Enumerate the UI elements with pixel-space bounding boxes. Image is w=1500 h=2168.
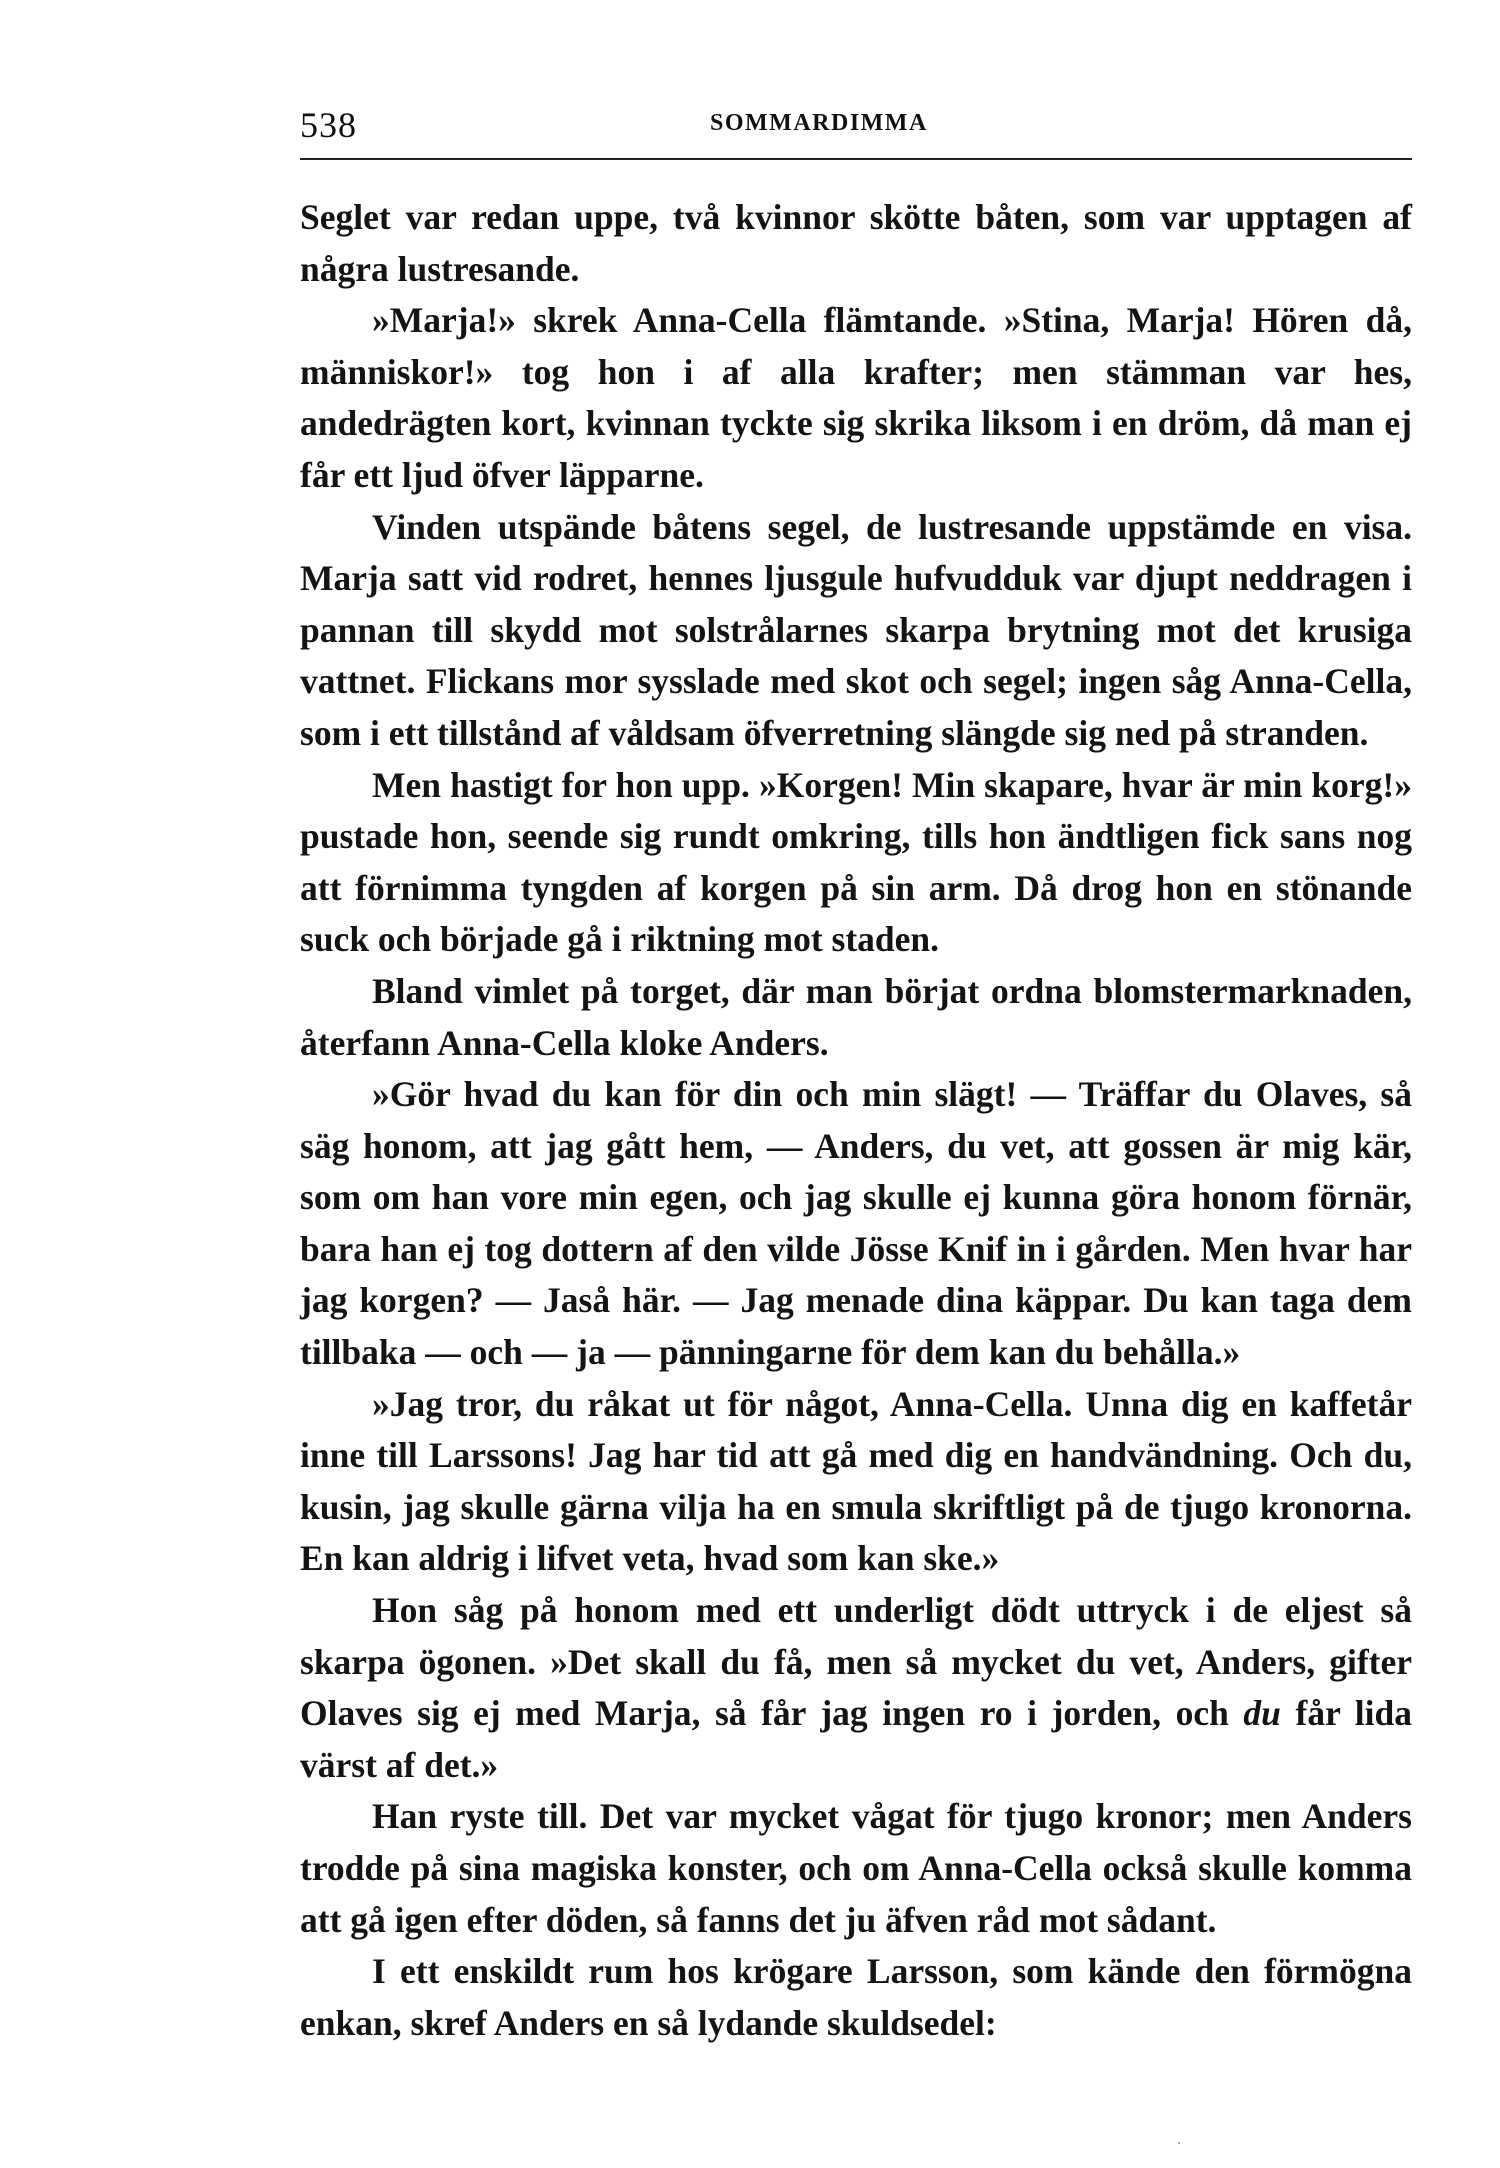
paragraph-8-after: får lida värst af det.» (300, 1693, 1412, 1785)
page-number: 538 (300, 105, 357, 145)
paragraph-4: Men hastigt for hon upp. »Korgen! Min skapare, hvar är min korg!» pustade hon, seende sig rundt omkring, tills hon ändtligen fick sans nog att förnimma tyngden af korgen på sin arm. Då drog hon en stönande suck och började gå i riktning mot staden. (300, 764, 1412, 960)
header-rule (300, 158, 1412, 160)
body-text (300, 192, 1412, 2049)
paragraph-10: I ett enskildt rum hos krögare Larsson, som kände den förmögna enkan, skref Anders en så lydande skuldsedel: (300, 1951, 1412, 2043)
paragraph-8 (300, 1585, 1412, 1791)
paragraph-6: »Gör hvad du kan för din och min slägt! — Träffar du Olaves, så säg honom, att jag gått hem, — Anders, du vet, att gossen är mig kär, som om han vore min egen, och jag skulle ej kunna göra honom förnär, bara han ej tog dottern af den vilde Jösse Knif in i gården. Men hvar har jag korgen? — Jaså här. — Jag menade dina käppar. Du kan taga dem tillbaka — och — ja — pänningarne för dem kan du behålla.» (300, 1074, 1412, 1373)
paragraph-5: Bland vimlet på torget, där man börjat ordna blomstermarknaden, återfann Anna-Cella kloke Anders. (300, 970, 1412, 1063)
paragraph-8-emphasis: du (1243, 1693, 1281, 1734)
paragraph-3: Vinden utspände båtens segel, de lustresande uppstämde en visa. Marja satt vid rodret, hennes ljusgule hufvudduk var djupt neddragen i pannan till skydd mot solstrålarnes skarpa brytning mot det krusiga vattnet. Flickans mor sysslade med skot och segel; ingen såg Anna-Cella, som i ett tillstånd af våldsam öfverretning slängde sig ned på stranden. (300, 506, 1412, 753)
paragraph-1: Seglet var redan uppe, två kvinnor skötte båten, som var upptagen af några lustresande. (300, 197, 1412, 289)
paragraph-7: »Jag tror, du råkat ut för något, Anna-Cella. Unna dig en kaffetår inne till Larssons! Jag har tid att gå med dig en handvändning. Och du, kusin, jag skulle gärna vilja ha en smula skriftligt på de tjugo kronorna. En kan aldrig i lifvet veta, hvad som kan ske.» (300, 1383, 1412, 1579)
paragraph-2: »Marja!» skrek Anna-Cella flämtande. »Stina, Marja! Hören då, människor!» tog hon i af alla krafter; men stämman var hes, andedrägten kort, kvinnan tyckte sig skrika liksom i en dröm, då man ej får ett ljud öfver läpparne. (300, 300, 1412, 495)
paragraph-9: Han ryste till. Det var mycket vågat för tjugo kronor; men Anders trodde på sina magiska konster, och om Anna-Cella också skulle komma att gå igen efter döden, så fanns det ju äfven råd mot sådant. (300, 1796, 1412, 1940)
paragraph-8-before: Hon såg på honom med ett underligt dödt uttryck i de eljest så skarpa ögonen. »Det skall du få, men så mycket du vet, Anders, gifter Olaves sig ej med Marja, så får jag ingen ro i jorden, och (300, 1590, 1412, 1734)
page-header (300, 104, 1412, 154)
running-title: SOMMARDIMMA (710, 110, 928, 136)
paper-speck (1178, 2142, 1180, 2144)
